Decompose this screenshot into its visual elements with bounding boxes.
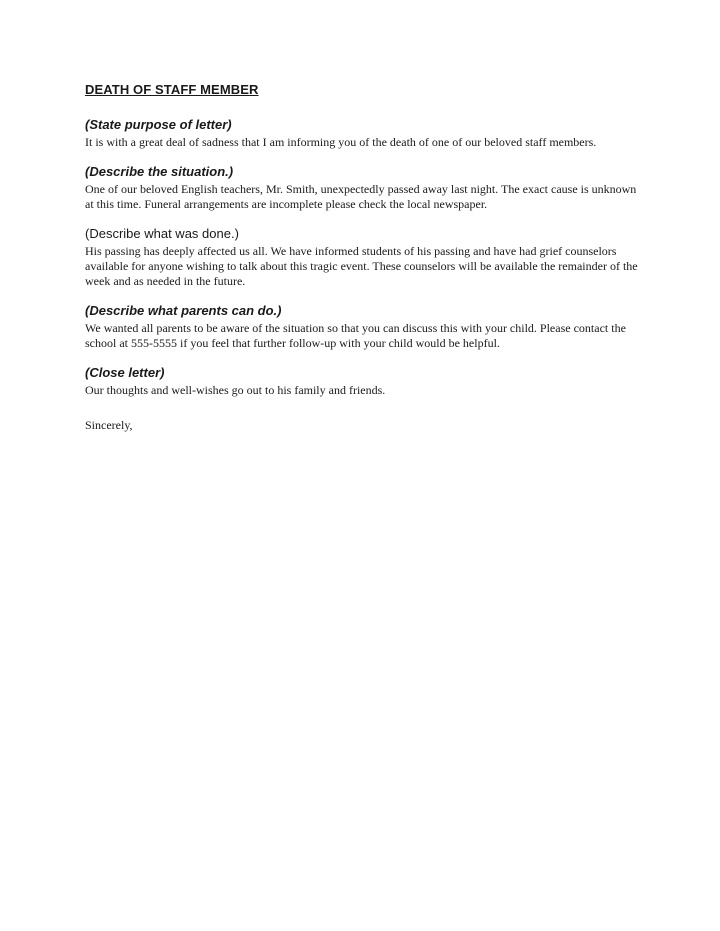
section-heading-purpose: (State purpose of letter) bbox=[85, 117, 232, 132]
section-body-actions: His passing has deeply affected us all. We have informed students of his passing and have had grief counselors available for anyone wishing to talk about this tragic event. These counselors will be available the remainder of the week and as needed in the future. bbox=[85, 244, 638, 288]
section-purpose bbox=[85, 117, 645, 150]
letter-page bbox=[85, 82, 645, 433]
section-heading-close: (Close letter) bbox=[85, 365, 165, 380]
section-situation bbox=[85, 164, 645, 212]
section-heading-situation: (Describe the situation.) bbox=[85, 164, 234, 179]
section-body-close: Our thoughts and well-wishes go out to his family and friends. bbox=[85, 383, 386, 397]
section-close bbox=[85, 365, 645, 398]
section-body-situation: One of our beloved English teachers, Mr. Smith, unexpectedly passed away last night. The exact cause is unknown at this time. Funeral arrangements are incomplete please check the local newspaper. bbox=[85, 182, 637, 211]
section-heading-parents: (Describe what parents can do.) bbox=[85, 303, 282, 318]
section-body-parents: We wanted all parents to be aware of the situation so that you can discuss this with your child. Please contact the school at 555-5555 if you feel that further follow-up with your child would be helpful. bbox=[85, 321, 626, 350]
closing-salutation: Sincerely, bbox=[85, 418, 133, 432]
document-title: DEATH OF STAFF MEMBER bbox=[85, 82, 259, 97]
section-heading-actions: (Describe what was done.) bbox=[85, 226, 239, 241]
section-parents bbox=[85, 303, 645, 351]
section-actions bbox=[85, 226, 645, 289]
section-body-purpose: It is with a great deal of sadness that I am informing you of the death of one of our beloved staff members. bbox=[85, 135, 597, 149]
